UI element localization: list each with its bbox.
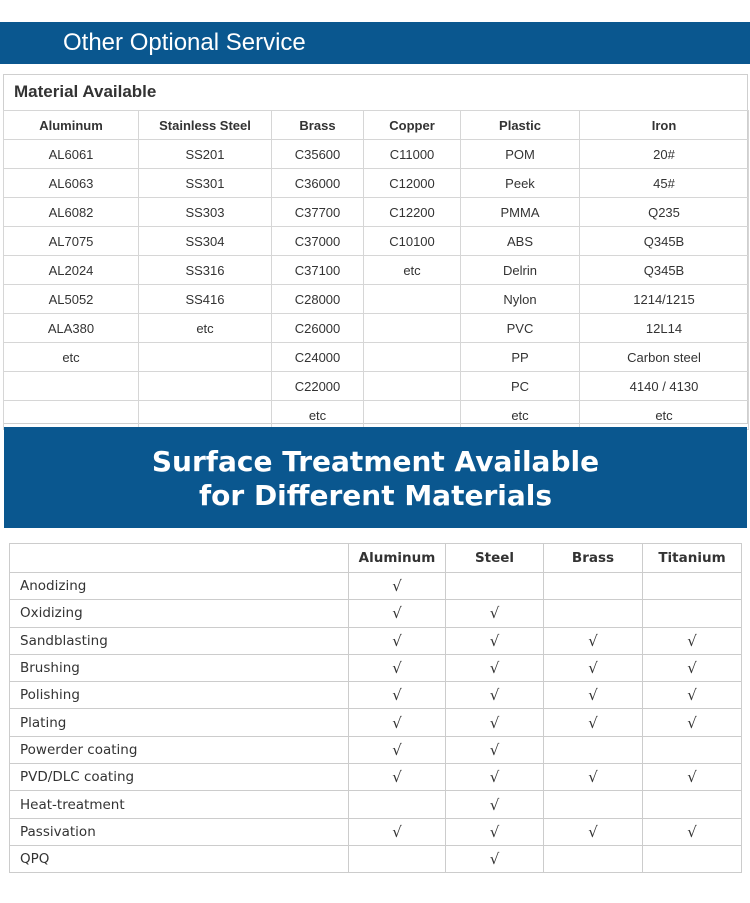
material-cell: 4140 / 4130 (580, 372, 749, 401)
empty-cell (544, 573, 643, 600)
material-cell (364, 401, 461, 430)
material-cell: Q235 (580, 198, 749, 227)
material-row (4, 140, 749, 169)
empty-cell (643, 600, 742, 627)
check-mark-icon: √ (446, 791, 544, 818)
treatment-row (10, 791, 742, 818)
material-row (4, 314, 749, 343)
material-cell: 1214/1215 (580, 285, 749, 314)
material-cell: C11000 (364, 140, 461, 169)
empty-cell (643, 791, 742, 818)
material-cell: PC (461, 372, 580, 401)
check-mark-icon: √ (349, 600, 446, 627)
material-cell: POM (461, 140, 580, 169)
material-column-header: Brass (272, 111, 364, 140)
material-cell (364, 372, 461, 401)
material-cell: Delrin (461, 256, 580, 285)
check-mark-icon: √ (349, 818, 446, 845)
material-cell: C37000 (272, 227, 364, 256)
material-column-header: Iron (580, 111, 749, 140)
treatment-name: Powerder coating (10, 736, 349, 763)
check-mark-icon: √ (643, 709, 742, 736)
treatment-row (10, 764, 742, 791)
material-cell (139, 372, 272, 401)
check-mark-icon: √ (349, 682, 446, 709)
material-cell: Carbon steel (580, 343, 749, 372)
material-header-row (4, 111, 749, 140)
check-mark-icon: √ (446, 654, 544, 681)
material-cell: SS416 (139, 285, 272, 314)
banner-title: Other Optional Service (63, 29, 306, 56)
check-mark-icon: √ (446, 709, 544, 736)
empty-cell (446, 573, 544, 600)
material-row (4, 256, 749, 285)
material-row (4, 372, 749, 401)
check-mark-icon: √ (349, 709, 446, 736)
material-row (4, 198, 749, 227)
material-cell: C35600 (272, 140, 364, 169)
material-cell: C10100 (364, 227, 461, 256)
material-cell: Nylon (461, 285, 580, 314)
material-cell: C26000 (272, 314, 364, 343)
check-mark-icon: √ (643, 654, 742, 681)
material-cell: SS201 (139, 140, 272, 169)
material-cell: ABS (461, 227, 580, 256)
empty-cell (643, 736, 742, 763)
surface-treatment-banner (4, 427, 747, 528)
material-cell: C22000 (272, 372, 364, 401)
material-cell: PVC (461, 314, 580, 343)
check-mark-icon: √ (349, 654, 446, 681)
check-mark-icon: √ (544, 818, 643, 845)
check-mark-icon: √ (446, 764, 544, 791)
material-row (4, 285, 749, 314)
material-cell: AL7075 (4, 227, 139, 256)
check-mark-icon: √ (544, 764, 643, 791)
material-cell (4, 401, 139, 430)
material-cell (4, 372, 139, 401)
material-cell: etc (580, 401, 749, 430)
material-cell: 12L14 (580, 314, 749, 343)
material-column-header: Steel (446, 544, 544, 573)
check-mark-icon: √ (544, 654, 643, 681)
material-cell: AL6063 (4, 169, 139, 198)
empty-cell (544, 600, 643, 627)
treatment-row (10, 709, 742, 736)
material-row (4, 343, 749, 372)
material-cell (364, 314, 461, 343)
material-cell: C37700 (272, 198, 364, 227)
treatment-name: Anodizing (10, 573, 349, 600)
treatment-name: Heat-treatment (10, 791, 349, 818)
check-mark-icon: √ (446, 845, 544, 872)
material-cell: AL2024 (4, 256, 139, 285)
material-cell: Q345B (580, 227, 749, 256)
treatment-row (10, 818, 742, 845)
material-row (4, 169, 749, 198)
check-mark-icon: √ (643, 818, 742, 845)
check-mark-icon: √ (544, 627, 643, 654)
material-cell: Q345B (580, 256, 749, 285)
treatment-name: Passivation (10, 818, 349, 845)
material-column-header: Aluminum (4, 111, 139, 140)
treatment-name: Oxidizing (10, 600, 349, 627)
material-cell: SS304 (139, 227, 272, 256)
empty-cell (643, 845, 742, 872)
material-row (4, 401, 749, 430)
material-cell (139, 343, 272, 372)
material-column-header: Titanium (643, 544, 742, 573)
treatment-name: Sandblasting (10, 627, 349, 654)
check-mark-icon: √ (446, 600, 544, 627)
material-cell: 20# (580, 140, 749, 169)
material-cell: etc (364, 256, 461, 285)
material-cell: AL5052 (4, 285, 139, 314)
empty-cell (349, 791, 446, 818)
check-mark-icon: √ (643, 627, 742, 654)
material-available-section (3, 74, 748, 424)
treatment-name: PVD/DLC coating (10, 764, 349, 791)
surface-header-row (10, 544, 742, 573)
material-cell: Peek (461, 169, 580, 198)
treatment-row (10, 573, 742, 600)
material-column-header: Aluminum (349, 544, 446, 573)
material-column-header: Copper (364, 111, 461, 140)
material-cell: AL6082 (4, 198, 139, 227)
check-mark-icon: √ (544, 709, 643, 736)
material-cell: C24000 (272, 343, 364, 372)
material-cell: etc (4, 343, 139, 372)
material-cell: etc (272, 401, 364, 430)
check-mark-icon: √ (446, 627, 544, 654)
check-mark-icon: √ (643, 764, 742, 791)
treatment-row (10, 627, 742, 654)
treatment-row (10, 682, 742, 709)
check-mark-icon: √ (544, 682, 643, 709)
treatment-row (10, 845, 742, 872)
material-column-header: Plastic (461, 111, 580, 140)
check-mark-icon: √ (349, 627, 446, 654)
check-mark-icon: √ (349, 573, 446, 600)
material-cell: etc (139, 314, 272, 343)
material-cell: C36000 (272, 169, 364, 198)
material-table (3, 110, 749, 430)
material-row (4, 227, 749, 256)
treatment-row (10, 600, 742, 627)
material-cell: C12000 (364, 169, 461, 198)
check-mark-icon: √ (643, 682, 742, 709)
check-mark-icon: √ (349, 764, 446, 791)
treatment-name: Brushing (10, 654, 349, 681)
empty-cell (544, 845, 643, 872)
material-cell: etc (461, 401, 580, 430)
check-mark-icon: √ (446, 682, 544, 709)
material-cell: PMMA (461, 198, 580, 227)
material-cell: SS303 (139, 198, 272, 227)
material-heading: Material Available (14, 82, 157, 101)
material-cell: C12200 (364, 198, 461, 227)
material-cell (139, 401, 272, 430)
empty-cell (643, 573, 742, 600)
material-cell: C28000 (272, 285, 364, 314)
treatment-row (10, 654, 742, 681)
material-cell: SS301 (139, 169, 272, 198)
material-cell: C37100 (272, 256, 364, 285)
material-cell (364, 343, 461, 372)
treatment-name: Plating (10, 709, 349, 736)
empty-cell (544, 736, 643, 763)
empty-cell (349, 845, 446, 872)
treatment-name: Polishing (10, 682, 349, 709)
check-mark-icon: √ (349, 736, 446, 763)
treatment-column-header (10, 544, 349, 573)
banner-heading-line2: for Different Materials (198, 479, 553, 512)
check-mark-icon: √ (446, 818, 544, 845)
material-column-header: Stainless Steel (139, 111, 272, 140)
material-cell: AL6061 (4, 140, 139, 169)
empty-cell (544, 791, 643, 818)
treatment-name: QPQ (10, 845, 349, 872)
banner-heading-line1: Surface Treatment Available (151, 445, 600, 478)
material-cell: 45# (580, 169, 749, 198)
material-cell: SS316 (139, 256, 272, 285)
check-mark-icon: √ (446, 736, 544, 763)
material-cell: ALA380 (4, 314, 139, 343)
material-cell: PP (461, 343, 580, 372)
surface-treatment-table (9, 543, 742, 873)
material-column-header: Brass (544, 544, 643, 573)
treatment-row (10, 736, 742, 763)
material-cell (364, 285, 461, 314)
other-service-banner (0, 22, 750, 64)
